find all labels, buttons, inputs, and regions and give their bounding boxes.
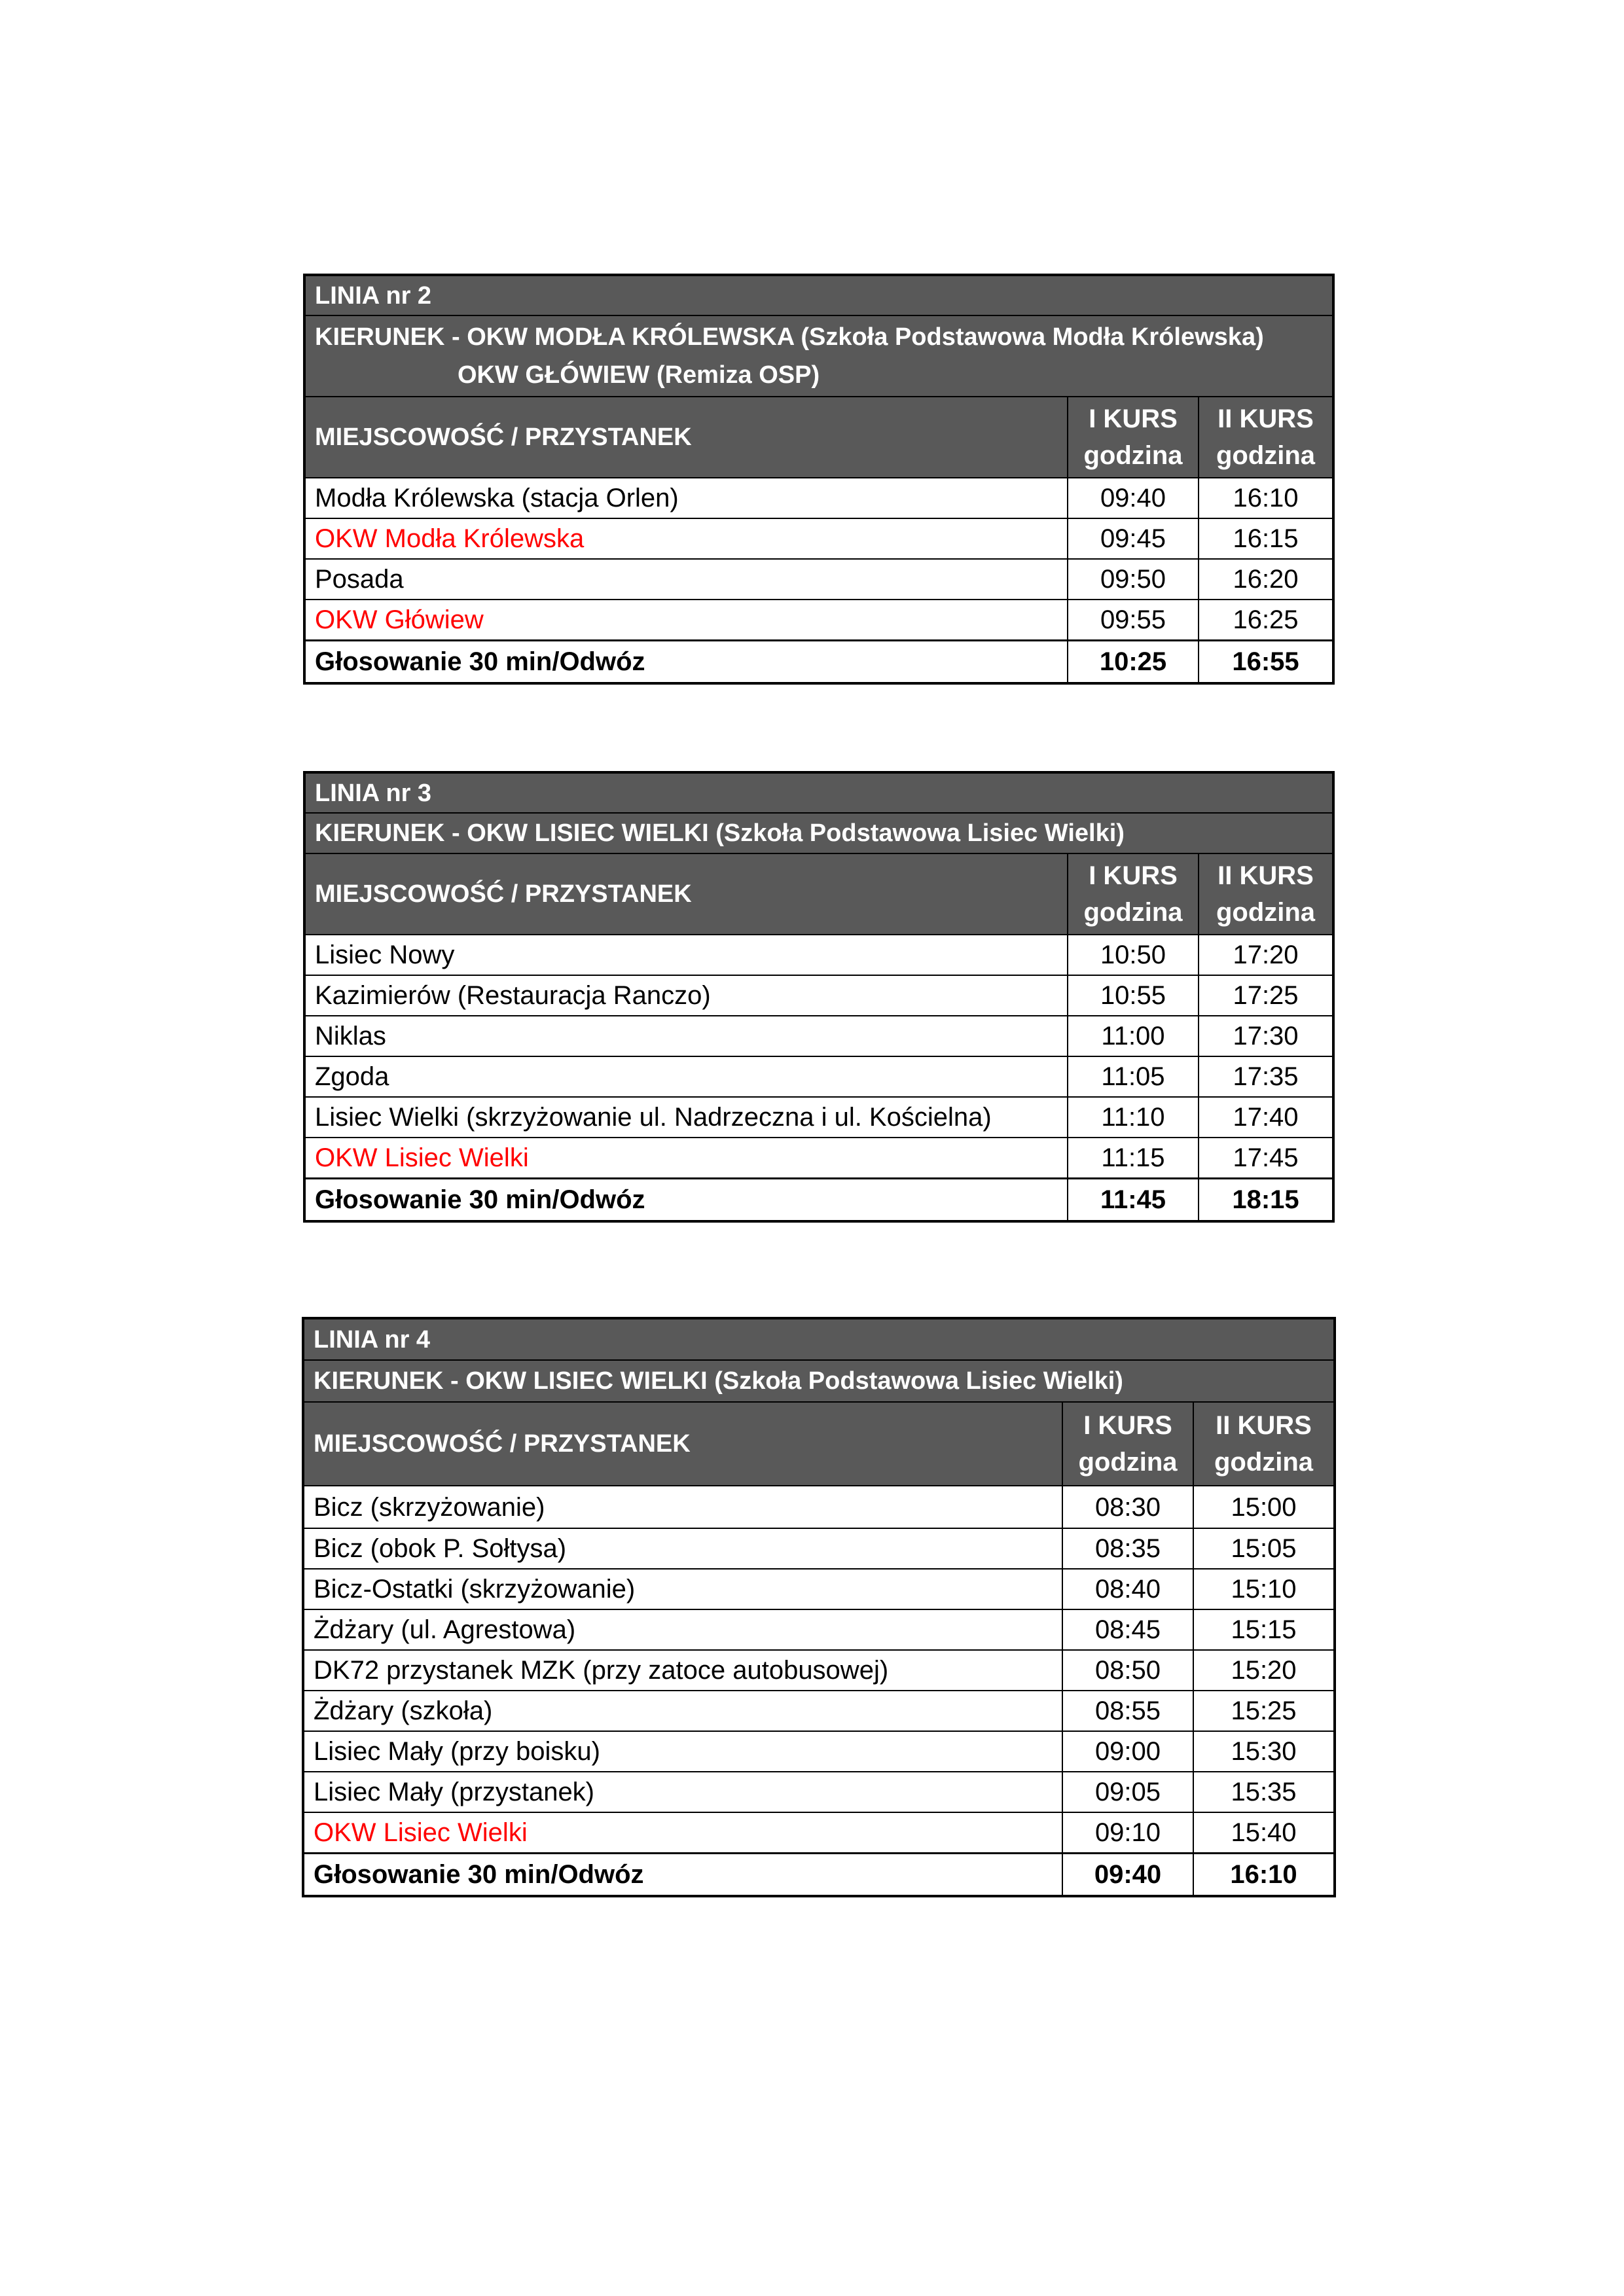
stop-name: Lisiec Mały (przy boisku) bbox=[303, 1731, 1062, 1772]
course-1-time: 11:10 bbox=[1068, 1097, 1199, 1138]
schedule-table-line-4 bbox=[302, 1317, 1336, 1897]
course-2-time: 15:05 bbox=[1193, 1528, 1335, 1569]
total-label: Głosowanie 30 min/Odwóz bbox=[303, 1853, 1062, 1896]
course-1-label: I KURS bbox=[1083, 1411, 1172, 1440]
table-row bbox=[303, 1731, 1335, 1772]
column-header-course-2 bbox=[1193, 1402, 1335, 1486]
course-2-time: 17:30 bbox=[1199, 1016, 1333, 1056]
course-1-time: 11:00 bbox=[1068, 1016, 1199, 1056]
table-row bbox=[303, 1812, 1335, 1853]
course-1-total-time: 10:25 bbox=[1068, 640, 1199, 683]
column-header-course-1 bbox=[1068, 853, 1199, 935]
course-2-total-time: 16:10 bbox=[1193, 1853, 1335, 1896]
column-header-row bbox=[304, 397, 1333, 478]
course-2-time: 16:20 bbox=[1199, 559, 1333, 600]
stop-name: Lisiec Mały (przystanek) bbox=[303, 1772, 1062, 1812]
course-2-time: 15:10 bbox=[1193, 1569, 1335, 1609]
line-title: LINIA nr 2 bbox=[304, 275, 1333, 315]
column-header-course-2 bbox=[1199, 397, 1333, 478]
course-1-time: 10:55 bbox=[1068, 975, 1199, 1016]
column-header-course-2 bbox=[1199, 853, 1333, 935]
column-header-stop: MIEJSCOWOŚĆ / PRZYSTANEK bbox=[304, 397, 1068, 478]
course-1-label: I KURS bbox=[1089, 861, 1178, 890]
stop-name: Żdżary (ul. Agrestowa) bbox=[303, 1609, 1062, 1650]
total-row bbox=[303, 1853, 1335, 1896]
course-2-total-time: 16:55 bbox=[1199, 640, 1333, 683]
course-2-label: II KURS bbox=[1218, 861, 1314, 890]
course-1-label: I KURS bbox=[1089, 404, 1178, 433]
line-title-row bbox=[304, 772, 1333, 813]
course-2-total-time: 18:15 bbox=[1199, 1178, 1333, 1221]
course-2-time: 17:20 bbox=[1199, 935, 1333, 975]
stop-name: Bicz-Ostatki (skrzyżowanie) bbox=[303, 1569, 1062, 1609]
course-1-total-time: 11:45 bbox=[1068, 1178, 1199, 1221]
column-header-row bbox=[304, 853, 1333, 935]
course-2-time: 17:40 bbox=[1199, 1097, 1333, 1138]
direction-label: KIERUNEK - OKW LISIEC WIELKI (Szkoła Podstawowa Lisiec Wielki) bbox=[304, 813, 1333, 853]
line-title: LINIA nr 4 bbox=[303, 1318, 1335, 1360]
course-1-total-time: 09:40 bbox=[1062, 1853, 1193, 1896]
table-row bbox=[304, 1138, 1333, 1178]
column-header-stop: MIEJSCOWOŚĆ / PRZYSTANEK bbox=[304, 853, 1068, 935]
course-1-sublabel: godzina bbox=[1083, 441, 1183, 470]
table-row bbox=[303, 1569, 1335, 1609]
course-1-time: 09:10 bbox=[1062, 1812, 1193, 1853]
course-1-time: 08:50 bbox=[1062, 1650, 1193, 1691]
course-1-time: 09:50 bbox=[1068, 559, 1199, 600]
stop-name: Niklas bbox=[304, 1016, 1068, 1056]
course-2-time: 17:25 bbox=[1199, 975, 1333, 1016]
line-title-row bbox=[304, 275, 1333, 315]
total-row bbox=[304, 1178, 1333, 1221]
direction-line-1: KIERUNEK - OKW MODŁA KRÓLEWSKA (Szkoła Podstawowa Modła Królewska) bbox=[315, 323, 1264, 351]
stop-name: Posada bbox=[304, 559, 1068, 600]
table-row bbox=[304, 559, 1333, 600]
stop-name: Bicz (skrzyżowanie) bbox=[303, 1486, 1062, 1528]
course-2-sublabel: godzina bbox=[1216, 441, 1316, 470]
total-label: Głosowanie 30 min/Odwóz bbox=[304, 640, 1068, 683]
table-row bbox=[304, 975, 1333, 1016]
course-2-sublabel: godzina bbox=[1214, 1448, 1314, 1477]
stop-name: Lisiec Nowy bbox=[304, 935, 1068, 975]
course-2-time: 16:15 bbox=[1199, 518, 1333, 559]
schedule-table-line-3 bbox=[303, 771, 1335, 1223]
line-title-row bbox=[303, 1318, 1335, 1360]
stop-name: Modła Królewska (stacja Orlen) bbox=[304, 478, 1068, 518]
course-1-time: 09:05 bbox=[1062, 1772, 1193, 1812]
table-row bbox=[303, 1609, 1335, 1650]
course-2-time: 15:15 bbox=[1193, 1609, 1335, 1650]
course-1-time: 08:40 bbox=[1062, 1569, 1193, 1609]
course-2-label: II KURS bbox=[1216, 1411, 1312, 1440]
course-2-time: 15:20 bbox=[1193, 1650, 1335, 1691]
table-row bbox=[303, 1528, 1335, 1569]
stop-name: DK72 przystanek MZK (przy zatoce autobusowej) bbox=[303, 1650, 1062, 1691]
stop-name: OKW Główiew bbox=[304, 600, 1068, 640]
course-1-time: 08:45 bbox=[1062, 1609, 1193, 1650]
stop-name: OKW Lisiec Wielki bbox=[303, 1812, 1062, 1853]
course-1-time: 08:35 bbox=[1062, 1528, 1193, 1569]
direction-row bbox=[303, 1360, 1335, 1402]
stop-name: Zgoda bbox=[304, 1056, 1068, 1097]
course-1-sublabel: godzina bbox=[1083, 898, 1183, 927]
course-2-time: 17:35 bbox=[1199, 1056, 1333, 1097]
table-row bbox=[303, 1650, 1335, 1691]
total-label: Głosowanie 30 min/Odwóz bbox=[304, 1178, 1068, 1221]
schedule-table-line-2 bbox=[303, 274, 1335, 685]
table-row bbox=[303, 1772, 1335, 1812]
course-1-time: 09:00 bbox=[1062, 1731, 1193, 1772]
direction-row bbox=[304, 315, 1333, 397]
table-row bbox=[304, 1097, 1333, 1138]
stop-name: Bicz (obok P. Sołtysa) bbox=[303, 1528, 1062, 1569]
column-header-row bbox=[303, 1402, 1335, 1486]
stop-name: Lisiec Wielki (skrzyżowanie ul. Nadrzeczna i ul. Kościelna) bbox=[304, 1097, 1068, 1138]
table-row bbox=[304, 935, 1333, 975]
direction-label: KIERUNEK - OKW LISIEC WIELKI (Szkoła Podstawowa Lisiec Wielki) bbox=[303, 1360, 1335, 1402]
course-1-time: 11:15 bbox=[1068, 1138, 1199, 1178]
course-1-sublabel: godzina bbox=[1078, 1448, 1178, 1477]
column-header-stop: MIEJSCOWOŚĆ / PRZYSTANEK bbox=[303, 1402, 1062, 1486]
column-header-course-1 bbox=[1062, 1402, 1193, 1486]
stop-name: Kazimierów (Restauracja Ranczo) bbox=[304, 975, 1068, 1016]
course-2-time: 17:45 bbox=[1199, 1138, 1333, 1178]
course-2-label: II KURS bbox=[1218, 404, 1314, 433]
course-2-time: 15:00 bbox=[1193, 1486, 1335, 1528]
course-1-time: 08:55 bbox=[1062, 1691, 1193, 1731]
direction-label bbox=[304, 315, 1333, 397]
direction-row bbox=[304, 813, 1333, 853]
course-1-time: 10:50 bbox=[1068, 935, 1199, 975]
table-row bbox=[304, 518, 1333, 559]
column-header-course-1 bbox=[1068, 397, 1199, 478]
table-row bbox=[303, 1486, 1335, 1528]
course-2-time: 16:10 bbox=[1199, 478, 1333, 518]
direction-line-2: OKW GŁÓWIEW (Remiza OSP) bbox=[458, 361, 820, 389]
stop-name: Żdżary (szkoła) bbox=[303, 1691, 1062, 1731]
table-row bbox=[304, 1016, 1333, 1056]
course-1-time: 09:55 bbox=[1068, 600, 1199, 640]
line-title: LINIA nr 3 bbox=[304, 772, 1333, 813]
course-1-time: 09:45 bbox=[1068, 518, 1199, 559]
table-row bbox=[304, 1056, 1333, 1097]
course-2-time: 15:40 bbox=[1193, 1812, 1335, 1853]
course-2-time: 16:25 bbox=[1199, 600, 1333, 640]
course-1-time: 09:40 bbox=[1068, 478, 1199, 518]
total-row bbox=[304, 640, 1333, 683]
stop-name: OKW Modła Królewska bbox=[304, 518, 1068, 559]
table-row bbox=[303, 1691, 1335, 1731]
course-2-sublabel: godzina bbox=[1216, 898, 1316, 927]
course-2-time: 15:35 bbox=[1193, 1772, 1335, 1812]
course-1-time: 11:05 bbox=[1068, 1056, 1199, 1097]
course-1-time: 08:30 bbox=[1062, 1486, 1193, 1528]
table-row bbox=[304, 600, 1333, 640]
table-row bbox=[304, 478, 1333, 518]
course-2-time: 15:25 bbox=[1193, 1691, 1335, 1731]
course-2-time: 15:30 bbox=[1193, 1731, 1335, 1772]
stop-name: OKW Lisiec Wielki bbox=[304, 1138, 1068, 1178]
